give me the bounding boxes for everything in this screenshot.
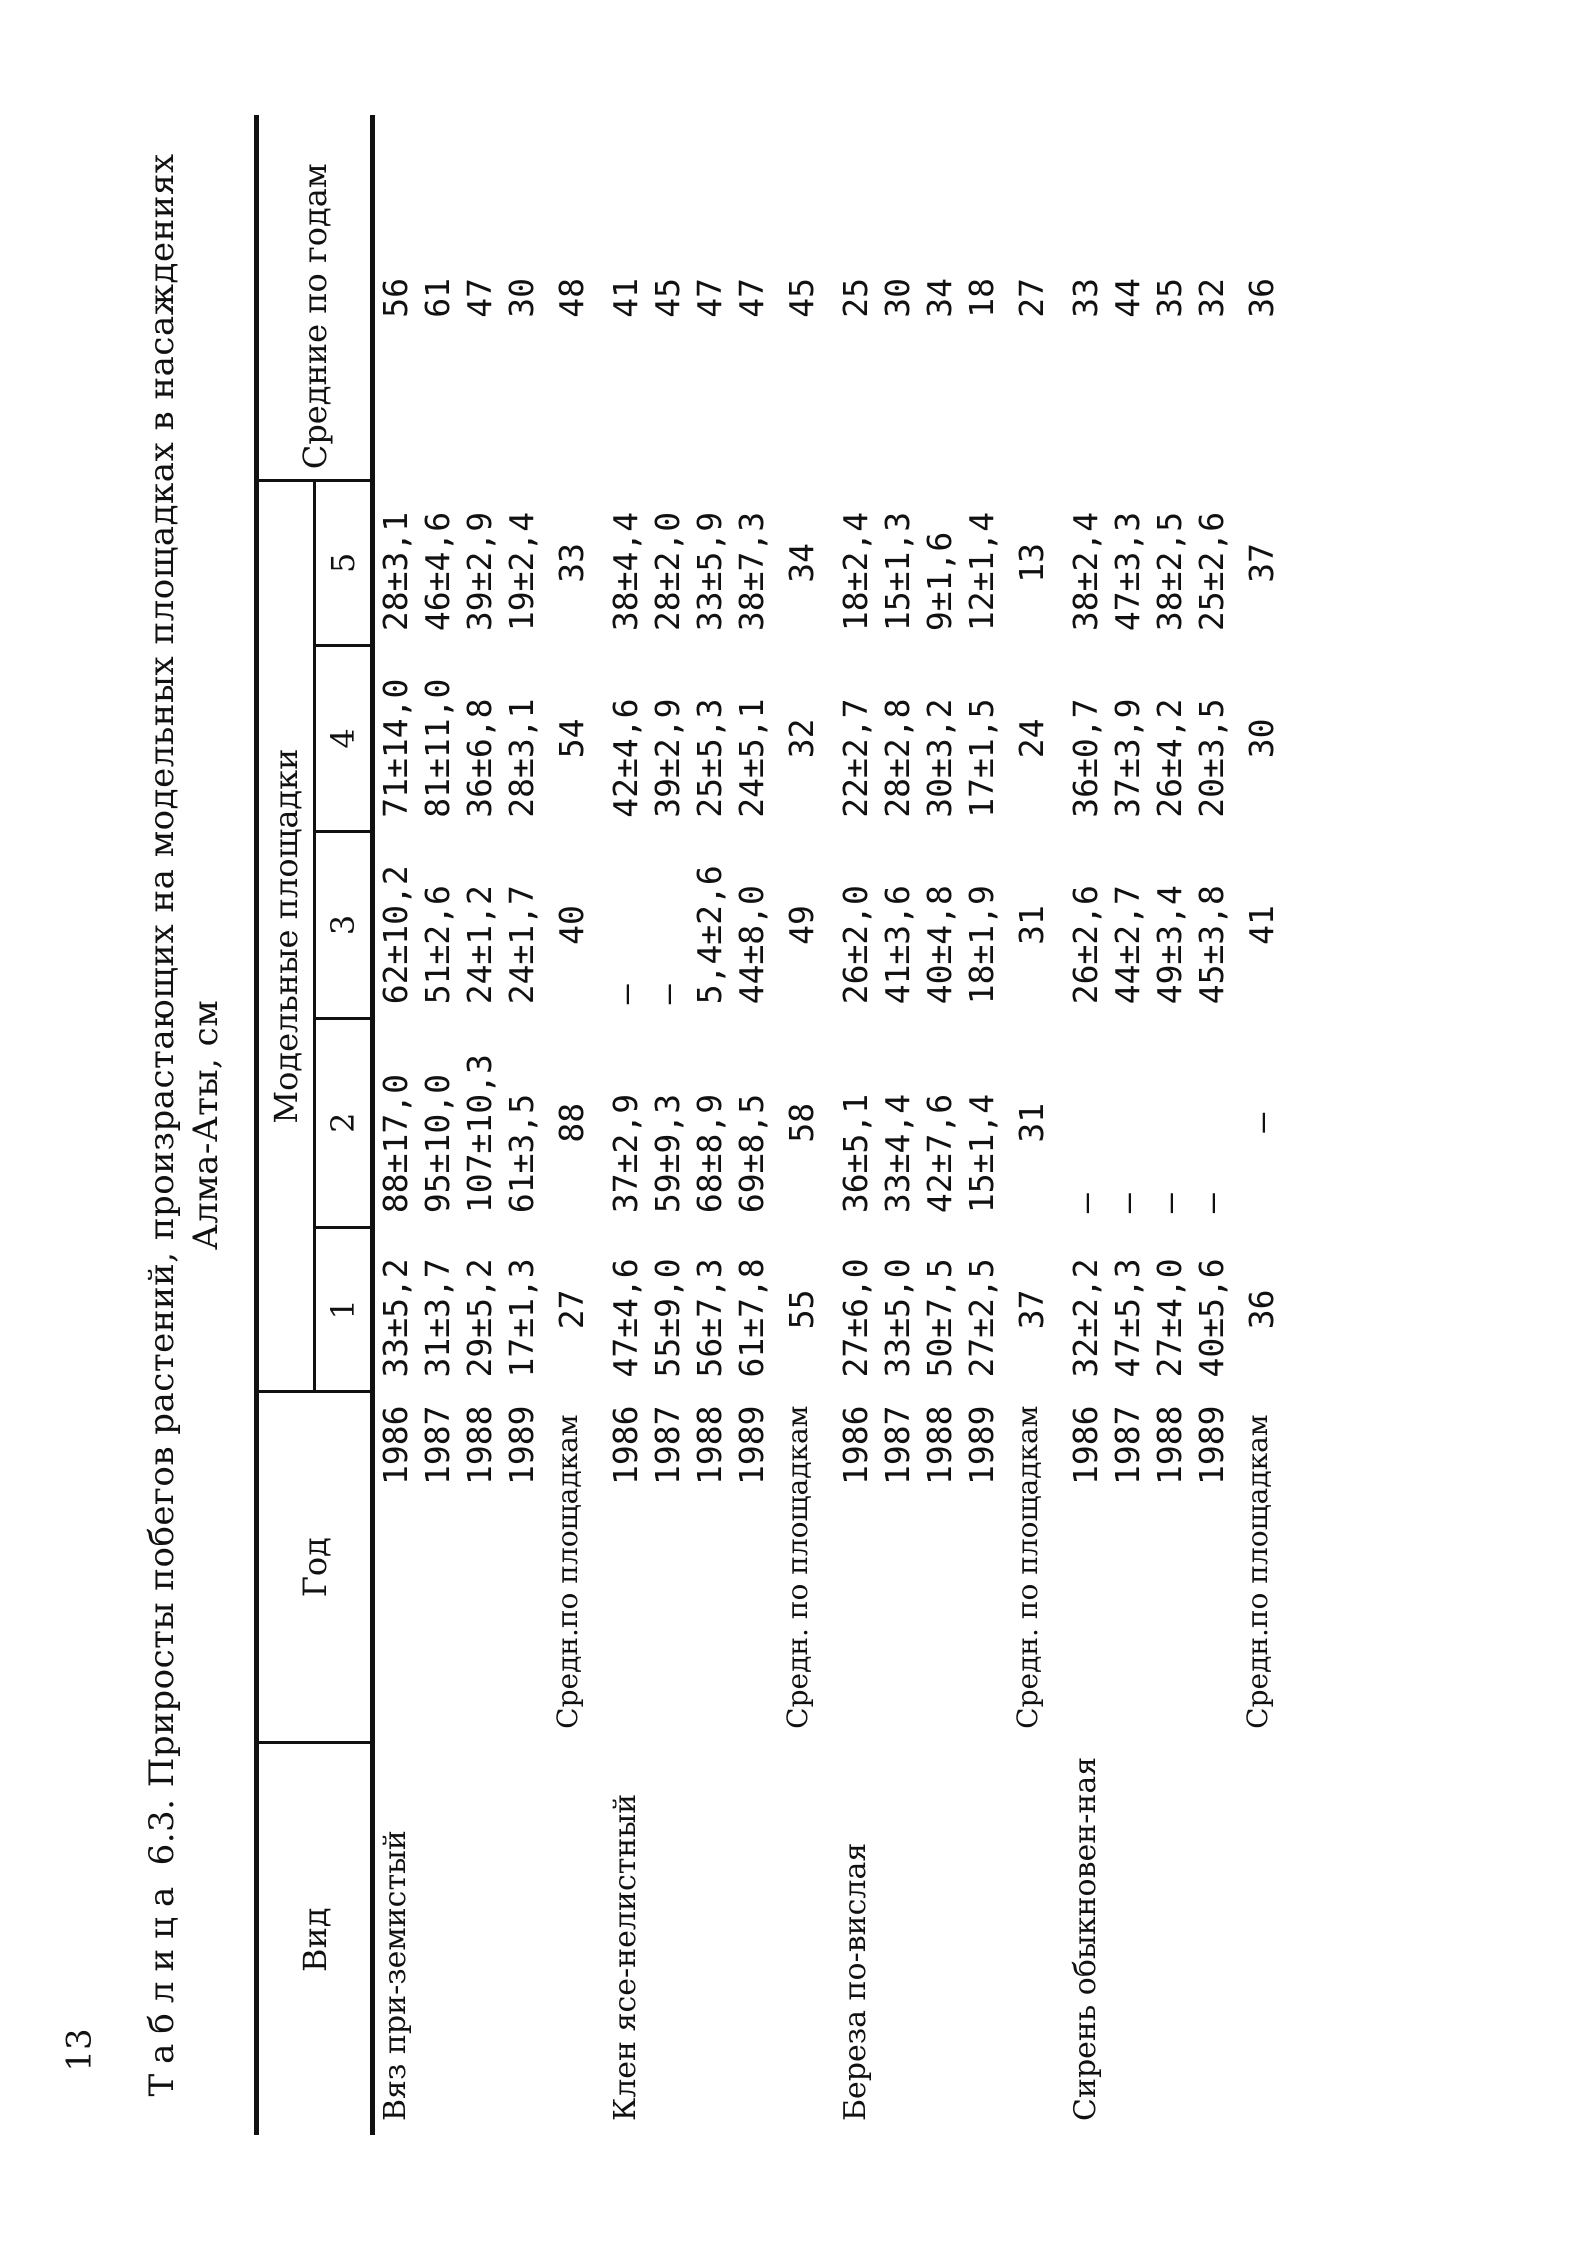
plot-5-value: 18±2,4 <box>836 511 875 632</box>
plot-3-value: 62±10,2 <box>376 865 415 1005</box>
mean-by-year-value: 44 <box>1108 277 1147 318</box>
plot-1-average: 27 <box>552 1289 591 1330</box>
species-name: Вяз при-земистый <box>378 1830 413 2121</box>
mean-by-year-value: 35 <box>1150 277 1189 318</box>
plot-2-value: 37±2,9 <box>606 1093 645 1214</box>
plot-5-value: 12±1,4 <box>962 511 1001 632</box>
caption-text: Приросты побегов растений, произрастающих на модельных площадках в насаждениях Алма-Аты, см <box>142 153 226 1788</box>
plot-4-average: 24 <box>1012 718 1051 759</box>
growth-table <box>254 115 1295 2135</box>
plot-2-value: – <box>1108 1193 1147 1214</box>
plot-1-value: 17±1,3 <box>502 1258 541 1378</box>
year-cell: 1987 <box>878 1405 917 1486</box>
plot-1-average: 36 <box>1242 1289 1281 1330</box>
plot-1-average: 37 <box>1012 1289 1051 1330</box>
species-name: Сирень обыкновен-ная <box>1068 1756 1103 2121</box>
plot-4-value: 42±4,6 <box>606 698 645 818</box>
species-name: Клен ясе-нелистный <box>608 1793 643 2121</box>
plot-4-value: 30±3,2 <box>920 698 959 818</box>
plot-5-value: 25±2,6 <box>1192 511 1231 632</box>
overall-average: 27 <box>1012 277 1051 318</box>
table-caption <box>140 115 228 2135</box>
plot-4-value: 28±2,8 <box>878 698 917 818</box>
plot-3-average: 41 <box>1242 905 1281 945</box>
plot-2-value: 36±5,1 <box>836 1093 875 1214</box>
plot-3-value: 26±2,6 <box>1066 885 1105 1005</box>
mean-by-year-value: 18 <box>962 277 1001 318</box>
plot-1-value: 47±5,3 <box>1108 1258 1147 1378</box>
plot-3-value: – <box>606 984 645 1005</box>
plot-3-value: 41±3,6 <box>878 885 917 1005</box>
plot-5-value: 38±2,4 <box>1066 511 1105 632</box>
caption-number: 6.3. <box>142 1798 182 1866</box>
plot-3-value: 49±3,4 <box>1150 885 1189 1005</box>
mean-by-year-value: 47 <box>690 277 729 318</box>
plot-2-average: 58 <box>782 1102 821 1143</box>
plot-4-value: 71±14,0 <box>376 678 415 818</box>
plot-3-value: 18±1,9 <box>962 885 1001 1005</box>
year-cell: 1986 <box>1066 1405 1105 1486</box>
header-plot-1: 1 <box>315 1227 373 1391</box>
plot-2-value: 95±10,0 <box>418 1074 457 1214</box>
header-plot-4: 4 <box>315 645 373 832</box>
plot-5-value: 15±1,3 <box>878 511 917 632</box>
plot-3-value: 5,4±2,6 <box>690 865 729 1005</box>
plot-3-value: 44±8,0 <box>732 885 771 1005</box>
plot-4-value: 20±3,5 <box>1192 698 1231 818</box>
plot-2-value: 68±8,9 <box>690 1093 729 1214</box>
plot-2-value: – <box>1150 1193 1189 1214</box>
year-cell: 1986 <box>606 1405 645 1486</box>
plot-2-value: 15±1,4 <box>962 1093 1001 1214</box>
plot-5-value: 39±2,9 <box>460 511 499 632</box>
year-cell: 1988 <box>460 1405 499 1486</box>
plot-5-value: 38±4,4 <box>606 511 645 632</box>
year-cell: 1989 <box>962 1405 1001 1486</box>
year-cell: 1989 <box>732 1405 771 1486</box>
plot-4-value: 37±3,9 <box>1108 698 1147 818</box>
mean-by-year-value: 61 <box>418 277 457 318</box>
plot-4-value: 26±4,2 <box>1150 698 1189 818</box>
mean-by-year-value: 56 <box>376 277 415 318</box>
plot-1-value: 27±4,0 <box>1150 1258 1189 1378</box>
plot-4-value: 17±1,5 <box>962 698 1001 818</box>
plot-5-value: 28±2,0 <box>648 511 687 632</box>
plot-4-value: 36±6,8 <box>460 698 499 818</box>
year-cell: 1986 <box>836 1405 875 1486</box>
plot-1-value: 50±7,5 <box>920 1258 959 1378</box>
plot-5-value: 28±3,1 <box>376 511 415 632</box>
year-cell: 1986 <box>376 1405 415 1486</box>
plot-2-value: 33±4,4 <box>878 1093 917 1214</box>
table-row <box>1065 115 1107 2135</box>
page-number: 13 <box>59 2028 100 2072</box>
plot-4-average: 32 <box>782 718 821 759</box>
plot-5-average: 34 <box>782 543 821 583</box>
plot-2-value: 88±17,0 <box>376 1074 415 1214</box>
plot-3-average: 40 <box>552 905 591 945</box>
plot-2-value: – <box>1066 1193 1105 1214</box>
average-label: Средн. по площадкам <box>1011 1405 1044 1729</box>
year-cell: 1988 <box>690 1405 729 1486</box>
caption-label: Таблица <box>142 1876 182 2097</box>
species-name: Береза по-вислая <box>838 1842 873 2121</box>
plot-4-value: 81±11,0 <box>418 678 457 818</box>
average-label: Средн.по площадкам <box>1241 1414 1274 1729</box>
plot-5-average: 33 <box>552 543 591 583</box>
mean-by-year-value: 47 <box>732 277 771 318</box>
plot-1-value: 47±4,6 <box>606 1258 645 1378</box>
header-model-plots: Модельные площадки <box>257 481 315 1392</box>
plot-3-average: 31 <box>1012 905 1051 945</box>
plot-3-value: 24±1,7 <box>502 885 541 1005</box>
plot-4-value: 39±2,9 <box>648 698 687 818</box>
header-plot-3: 3 <box>315 832 373 1019</box>
rotated-table-sheet <box>140 115 1480 2135</box>
year-cell: 1987 <box>418 1405 457 1486</box>
plot-5-value: 47±3,3 <box>1108 511 1147 632</box>
plot-4-value: 22±2,7 <box>836 698 875 818</box>
plot-3-average: 49 <box>782 905 821 945</box>
mean-by-year-value: 33 <box>1066 277 1105 318</box>
year-cell: 1988 <box>1150 1405 1189 1486</box>
plot-5-value: 38±7,3 <box>732 511 771 632</box>
plot-3-value: 24±1,2 <box>460 885 499 1005</box>
plot-2-value: 69±8,5 <box>732 1093 771 1214</box>
plot-1-average: 55 <box>782 1289 821 1330</box>
mean-by-year-value: 32 <box>1192 277 1231 318</box>
plot-5-value: 38±2,5 <box>1150 511 1189 632</box>
plot-5-average: 13 <box>1012 543 1051 583</box>
plot-1-value: 61±7,8 <box>732 1258 771 1378</box>
overall-average: 48 <box>552 277 591 318</box>
plot-2-value: – <box>1192 1193 1231 1214</box>
plot-4-value: 24±5,1 <box>732 698 771 818</box>
mean-by-year-value: 47 <box>460 277 499 318</box>
plot-3-value: – <box>648 984 687 1005</box>
plot-4-value: 25±5,3 <box>690 698 729 818</box>
plot-1-value: 33±5,0 <box>878 1258 917 1378</box>
header-plot-5: 5 <box>315 481 373 645</box>
plot-1-value: 27±2,5 <box>962 1258 1001 1378</box>
plot-4-value: 36±0,7 <box>1066 698 1105 818</box>
mean-by-year-value: 30 <box>878 277 917 318</box>
plot-1-value: 29±5,2 <box>460 1258 499 1378</box>
overall-average: 36 <box>1242 277 1281 318</box>
plot-2-average: 88 <box>552 1102 591 1143</box>
plot-4-average: 54 <box>552 718 591 759</box>
plot-2-average: 31 <box>1012 1102 1051 1143</box>
overall-average: 45 <box>782 277 821 318</box>
table-body <box>373 115 1296 2135</box>
plot-5-value: 19±2,4 <box>502 511 541 632</box>
year-cell: 1987 <box>1108 1405 1147 1486</box>
mean-by-year-value: 45 <box>648 277 687 318</box>
average-label: Средн. по площадкам <box>781 1405 814 1729</box>
plot-2-average: – <box>1242 1112 1281 1133</box>
plot-1-value: 32±2,2 <box>1066 1258 1105 1378</box>
year-cell: 1989 <box>502 1405 541 1486</box>
average-label: Средн.по площадкам <box>551 1414 584 1729</box>
plot-5-average: 37 <box>1242 543 1281 583</box>
plot-1-value: 33±5,2 <box>376 1258 415 1378</box>
plot-3-value: 45±3,8 <box>1192 885 1231 1005</box>
plot-5-value: 33±5,9 <box>690 511 729 632</box>
plot-2-value: 42±7,6 <box>920 1093 959 1214</box>
plot-1-value: 55±9,0 <box>648 1258 687 1378</box>
header-year: Год <box>257 1392 373 1743</box>
table-row <box>835 115 877 2135</box>
mean-by-year-value: 41 <box>606 277 645 318</box>
header-plot-2: 2 <box>315 1018 373 1227</box>
plot-4-average: 30 <box>1242 718 1281 759</box>
plot-1-value: 31±3,7 <box>418 1258 457 1378</box>
plot-3-value: 44±2,7 <box>1108 885 1147 1005</box>
table-row <box>605 115 647 2135</box>
table-row <box>373 115 418 2135</box>
plot-1-value: 27±6,0 <box>836 1258 875 1378</box>
plot-3-value: 26±2,0 <box>836 885 875 1005</box>
mean-by-year-value: 30 <box>502 277 541 318</box>
mean-by-year-value: 34 <box>920 277 959 318</box>
year-cell: 1987 <box>648 1405 687 1486</box>
plot-4-value: 28±3,1 <box>502 698 541 818</box>
plot-2-value: 107±10,3 <box>460 1054 499 1214</box>
plot-3-value: 40±4,8 <box>920 885 959 1005</box>
plot-1-value: 56±7,3 <box>690 1258 729 1378</box>
mean-by-year-value: 25 <box>836 277 875 318</box>
plot-3-value: 51±2,6 <box>418 885 457 1005</box>
plot-2-value: 61±3,5 <box>502 1093 541 1214</box>
header-species: Вид <box>257 1743 373 2135</box>
plot-5-value: 46±4,6 <box>418 511 457 632</box>
header-mean-by-years: Средние по годам <box>257 115 373 481</box>
plot-1-value: 40±5,6 <box>1192 1258 1231 1378</box>
plot-5-value: 9±1,6 <box>920 531 959 632</box>
year-cell: 1989 <box>1192 1405 1231 1486</box>
plot-2-value: 59±9,3 <box>648 1093 687 1214</box>
year-cell: 1988 <box>920 1405 959 1486</box>
